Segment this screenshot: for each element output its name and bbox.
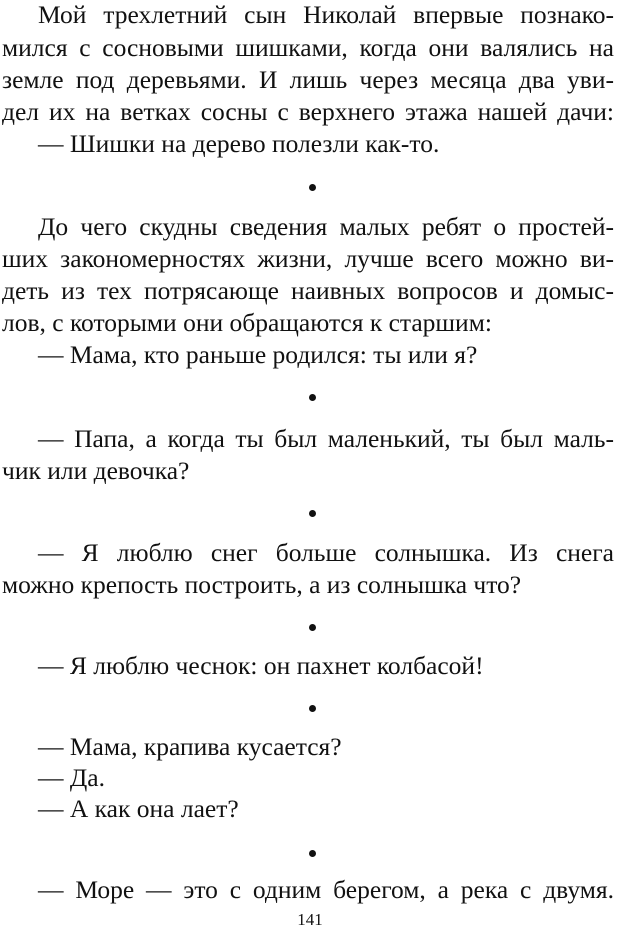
text-line: лов, с которыми они обращаются к старшим: [2, 308, 492, 337]
dialogue-line: — Мама, кто раньше родился: ты или я? [38, 340, 478, 369]
section-separator-dot [309, 394, 316, 401]
page-number: 141 [297, 910, 323, 929]
section-separator-dot [309, 850, 316, 857]
section-separator-dot [309, 184, 316, 191]
text-line: земле под деревьями. И лишь через месяца два уви- [2, 65, 614, 94]
section-separator-dot [309, 624, 316, 631]
text-line: Мой трехлетний сын Николай впервые познако- [38, 0, 614, 29]
text-line: дел их на ветках сосны с верхнего этажа нашей дачи: [2, 97, 614, 126]
text-line: деть из тех потрясающе наивных вопросов и домыс- [2, 276, 614, 305]
section-separator-dot [309, 705, 316, 712]
dialogue-line: — Мама, крапива кусается? [38, 732, 342, 761]
text-line: чик или девочка? [2, 456, 190, 485]
dialogue-line: — Папа, а когда ты был маленький, ты был маль- [38, 424, 614, 453]
dialogue-line: — Море — это с одним берегом, а река с двумя. [38, 875, 614, 904]
dialogue-line: — Шишки на дерево полезли как-то. [38, 129, 440, 158]
section-separator-dot [309, 510, 316, 517]
dialogue-line: — Я люблю снег больше солнышка. Из снега [38, 538, 614, 567]
text-line: До чего скудны сведения малых ребят о простей- [38, 212, 614, 241]
dialogue-line: — А как она лает? [38, 794, 239, 823]
text-line: можно крепость построить, а из солнышка что? [2, 570, 522, 599]
text-line: ших закономерностях жизни, лучше всего можно ви- [2, 244, 614, 273]
dialogue-line: — Да. [38, 763, 105, 792]
text-line: мился с сосновыми шишками, когда они валялись на [2, 33, 614, 62]
dialogue-line: — Я люблю чеснок: он пахнет колбасой! [38, 651, 484, 680]
